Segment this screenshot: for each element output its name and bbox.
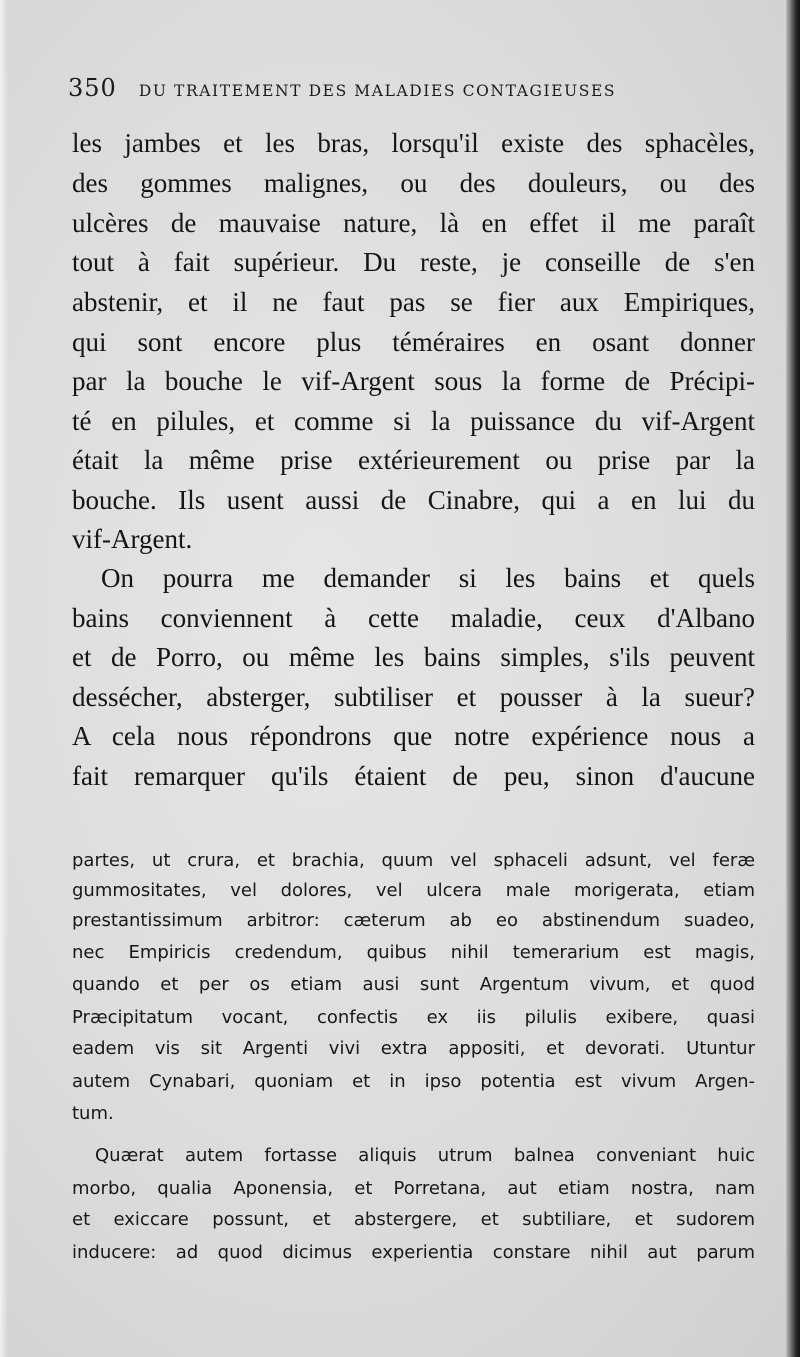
text-line: prestantissimum arbitror: cæterum ab eo abstinendum suadeo,: [72, 910, 755, 931]
text-line: quando et per os etiam ausi sunt Argentum vivum, et quod: [72, 974, 755, 995]
paragraph-first-line: On pourra me demander si les bains et quels: [101, 563, 755, 593]
text-line: abstenir, et il ne faut pas se fier aux Empiriques,: [72, 287, 755, 317]
text-line: vif-Argent.: [72, 524, 193, 554]
text-line: té en pilules, et comme si la puissance du vif-Argent: [72, 406, 755, 436]
text-line: et de Porro, ou même les bains simples, s'ils peuvent: [72, 642, 755, 672]
running-head: [68, 74, 708, 102]
text-line: et exiccare possunt, et abstergere, et subtiliare, et sudorem: [72, 1209, 755, 1230]
text-line: autem Cynabari, quoniam et in ipso potentia est vivum Argen-: [72, 1071, 755, 1092]
text-line: tum.: [72, 1103, 114, 1124]
text-line: inducere: ad quod dicimus experientia constare nihil aut parum: [72, 1242, 755, 1263]
text-line: par la bouche le vif-Argent sous la forme de Précipi-: [72, 366, 755, 396]
text-line: morbo, qualia Aponensia, et Porretana, aut etiam nostra, nam: [72, 1178, 755, 1199]
paragraph-first-line: Quærat autem fortasse aliquis utrum balnea conveniant huic: [95, 1145, 755, 1166]
text-line: nec Empiricis credendum, quibus nihil temerarium est magis,: [72, 942, 755, 963]
text-line: des gommes malignes, ou des douleurs, ou des: [72, 168, 755, 198]
page-left-edge: [0, 0, 8, 1357]
running-head-title: DU TRAITEMENT DES MALADIES CONTAGIEUSES: [138, 82, 617, 100]
text-line: gummositates, vel dolores, vel ulcera male morigerata, etiam: [72, 880, 755, 901]
text-line: A cela nous répondrons que notre expérience nous a: [72, 721, 755, 751]
text-line: eadem vis sit Argenti vivi extra appositi, et devorati. Utuntur: [72, 1038, 755, 1059]
text-line: Præcipitatum vocant, confectis ex iis pilulis exibere, quasi: [72, 1007, 755, 1028]
page-number: 350: [68, 74, 117, 102]
text-line: dessécher, absterger, subtiliser et pousser à la sueur?: [72, 682, 755, 712]
text-line: ulcères de mauvaise nature, là en effet il me paraît: [72, 208, 755, 238]
text-line: partes, ut crura, et brachia, quum vel sphaceli adsunt, vel feræ: [72, 850, 755, 871]
text-line: était la même prise extérieurement ou prise par la: [72, 445, 755, 475]
page-gutter-shadow: [786, 0, 800, 1357]
text-line: tout à fait supérieur. Du reste, je conseille de s'en: [72, 247, 755, 277]
text-line: bains conviennent à cette maladie, ceux d'Albano: [72, 603, 755, 633]
text-line: bouche. Ils usent aussi de Cinabre, qui a en lui du: [72, 485, 755, 515]
text-line: les jambes et les bras, lorsqu'il existe des sphacèles,: [72, 128, 755, 158]
text-line: fait remarquer qu'ils étaient de peu, sinon d'aucune: [72, 761, 755, 791]
text-line: qui sont encore plus téméraires en osant donner: [72, 327, 755, 357]
